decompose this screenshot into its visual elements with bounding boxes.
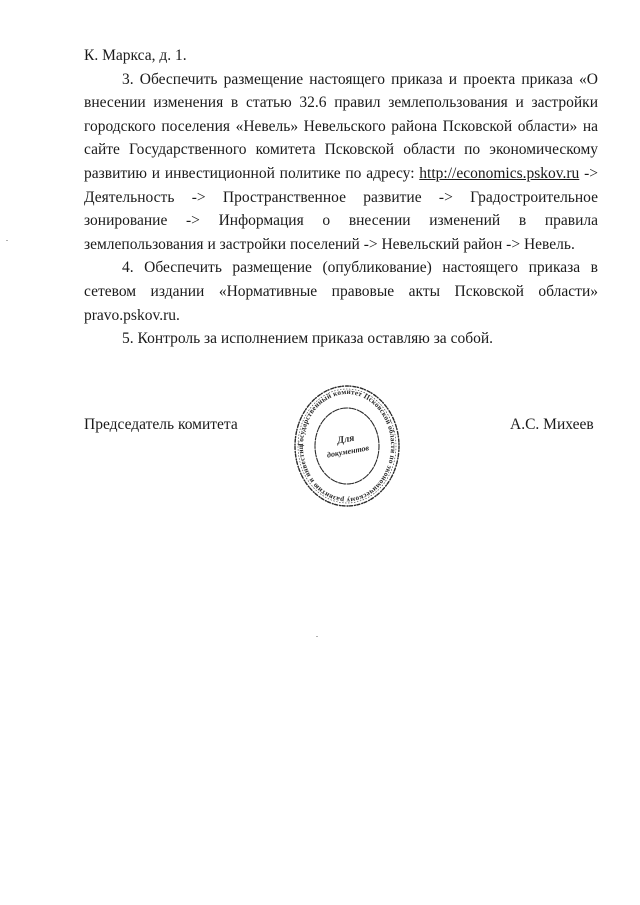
paragraph-3-line-2: внесении изменения в статью 32.6 правил землепользования и застройки	[84, 94, 598, 112]
paragraph-4-line-3: pravo.pskov.ru.	[84, 306, 180, 324]
stamp-graphic	[295, 386, 399, 506]
document-body	[84, 44, 598, 351]
scan-speck	[316, 636, 318, 637]
paragraph-5: 5. Контроль за исполнением приказа оставляю за собой.	[122, 330, 494, 348]
stamp-center-line-1: Для	[336, 432, 356, 447]
paragraph-3-line-5	[84, 162, 598, 186]
signatory-title: Председатель комитета	[84, 416, 238, 433]
paragraph-3-line-6: Деятельность -> Пространственное развитие -> Градостроительное	[84, 188, 598, 206]
paragraph-4-line-1: 4. Обеспечить размещение (опубликование) настоящего приказа в	[122, 259, 598, 277]
address-continuation: К. Маркса, д. 1.	[84, 47, 187, 64]
signatory-name: А.С. Михеев	[510, 416, 594, 433]
stamp-ring-text: Государственный комитет Псковской области по экономическому развитию и инвестиц	[296, 387, 398, 505]
paragraph-3-line-7: зонирование -> Информация о внесении изменений в правила	[84, 212, 598, 230]
paragraph-3-line-5-pre: развитию и инвестиционной политике по адресу:	[84, 164, 420, 182]
paragraph-3-line-1: 3. Обеспечить размещение настоящего приказа и проекта приказа «О	[122, 70, 598, 88]
paragraph-4-line-2: сетевом издании «Нормативные правовые акты Псковской области»	[84, 282, 598, 300]
paragraph-3-line-5-post: ->	[579, 164, 598, 182]
stamp-center-line-2: документов	[326, 443, 370, 460]
paragraph-3-line-8: землепользования и застройки поселений -> Невельский район -> Невель.	[84, 235, 575, 253]
economics-site-link[interactable]: http://economics.pskov.ru	[419, 164, 580, 182]
paragraph-3-line-3: городского поселения «Невель» Невельского района Псковской области» на	[84, 117, 598, 135]
paragraph-3-line-4: сайте Государственного комитета Псковской области по экономическому	[84, 141, 598, 159]
official-stamp	[293, 383, 401, 509]
scan-speck	[6, 240, 8, 241]
